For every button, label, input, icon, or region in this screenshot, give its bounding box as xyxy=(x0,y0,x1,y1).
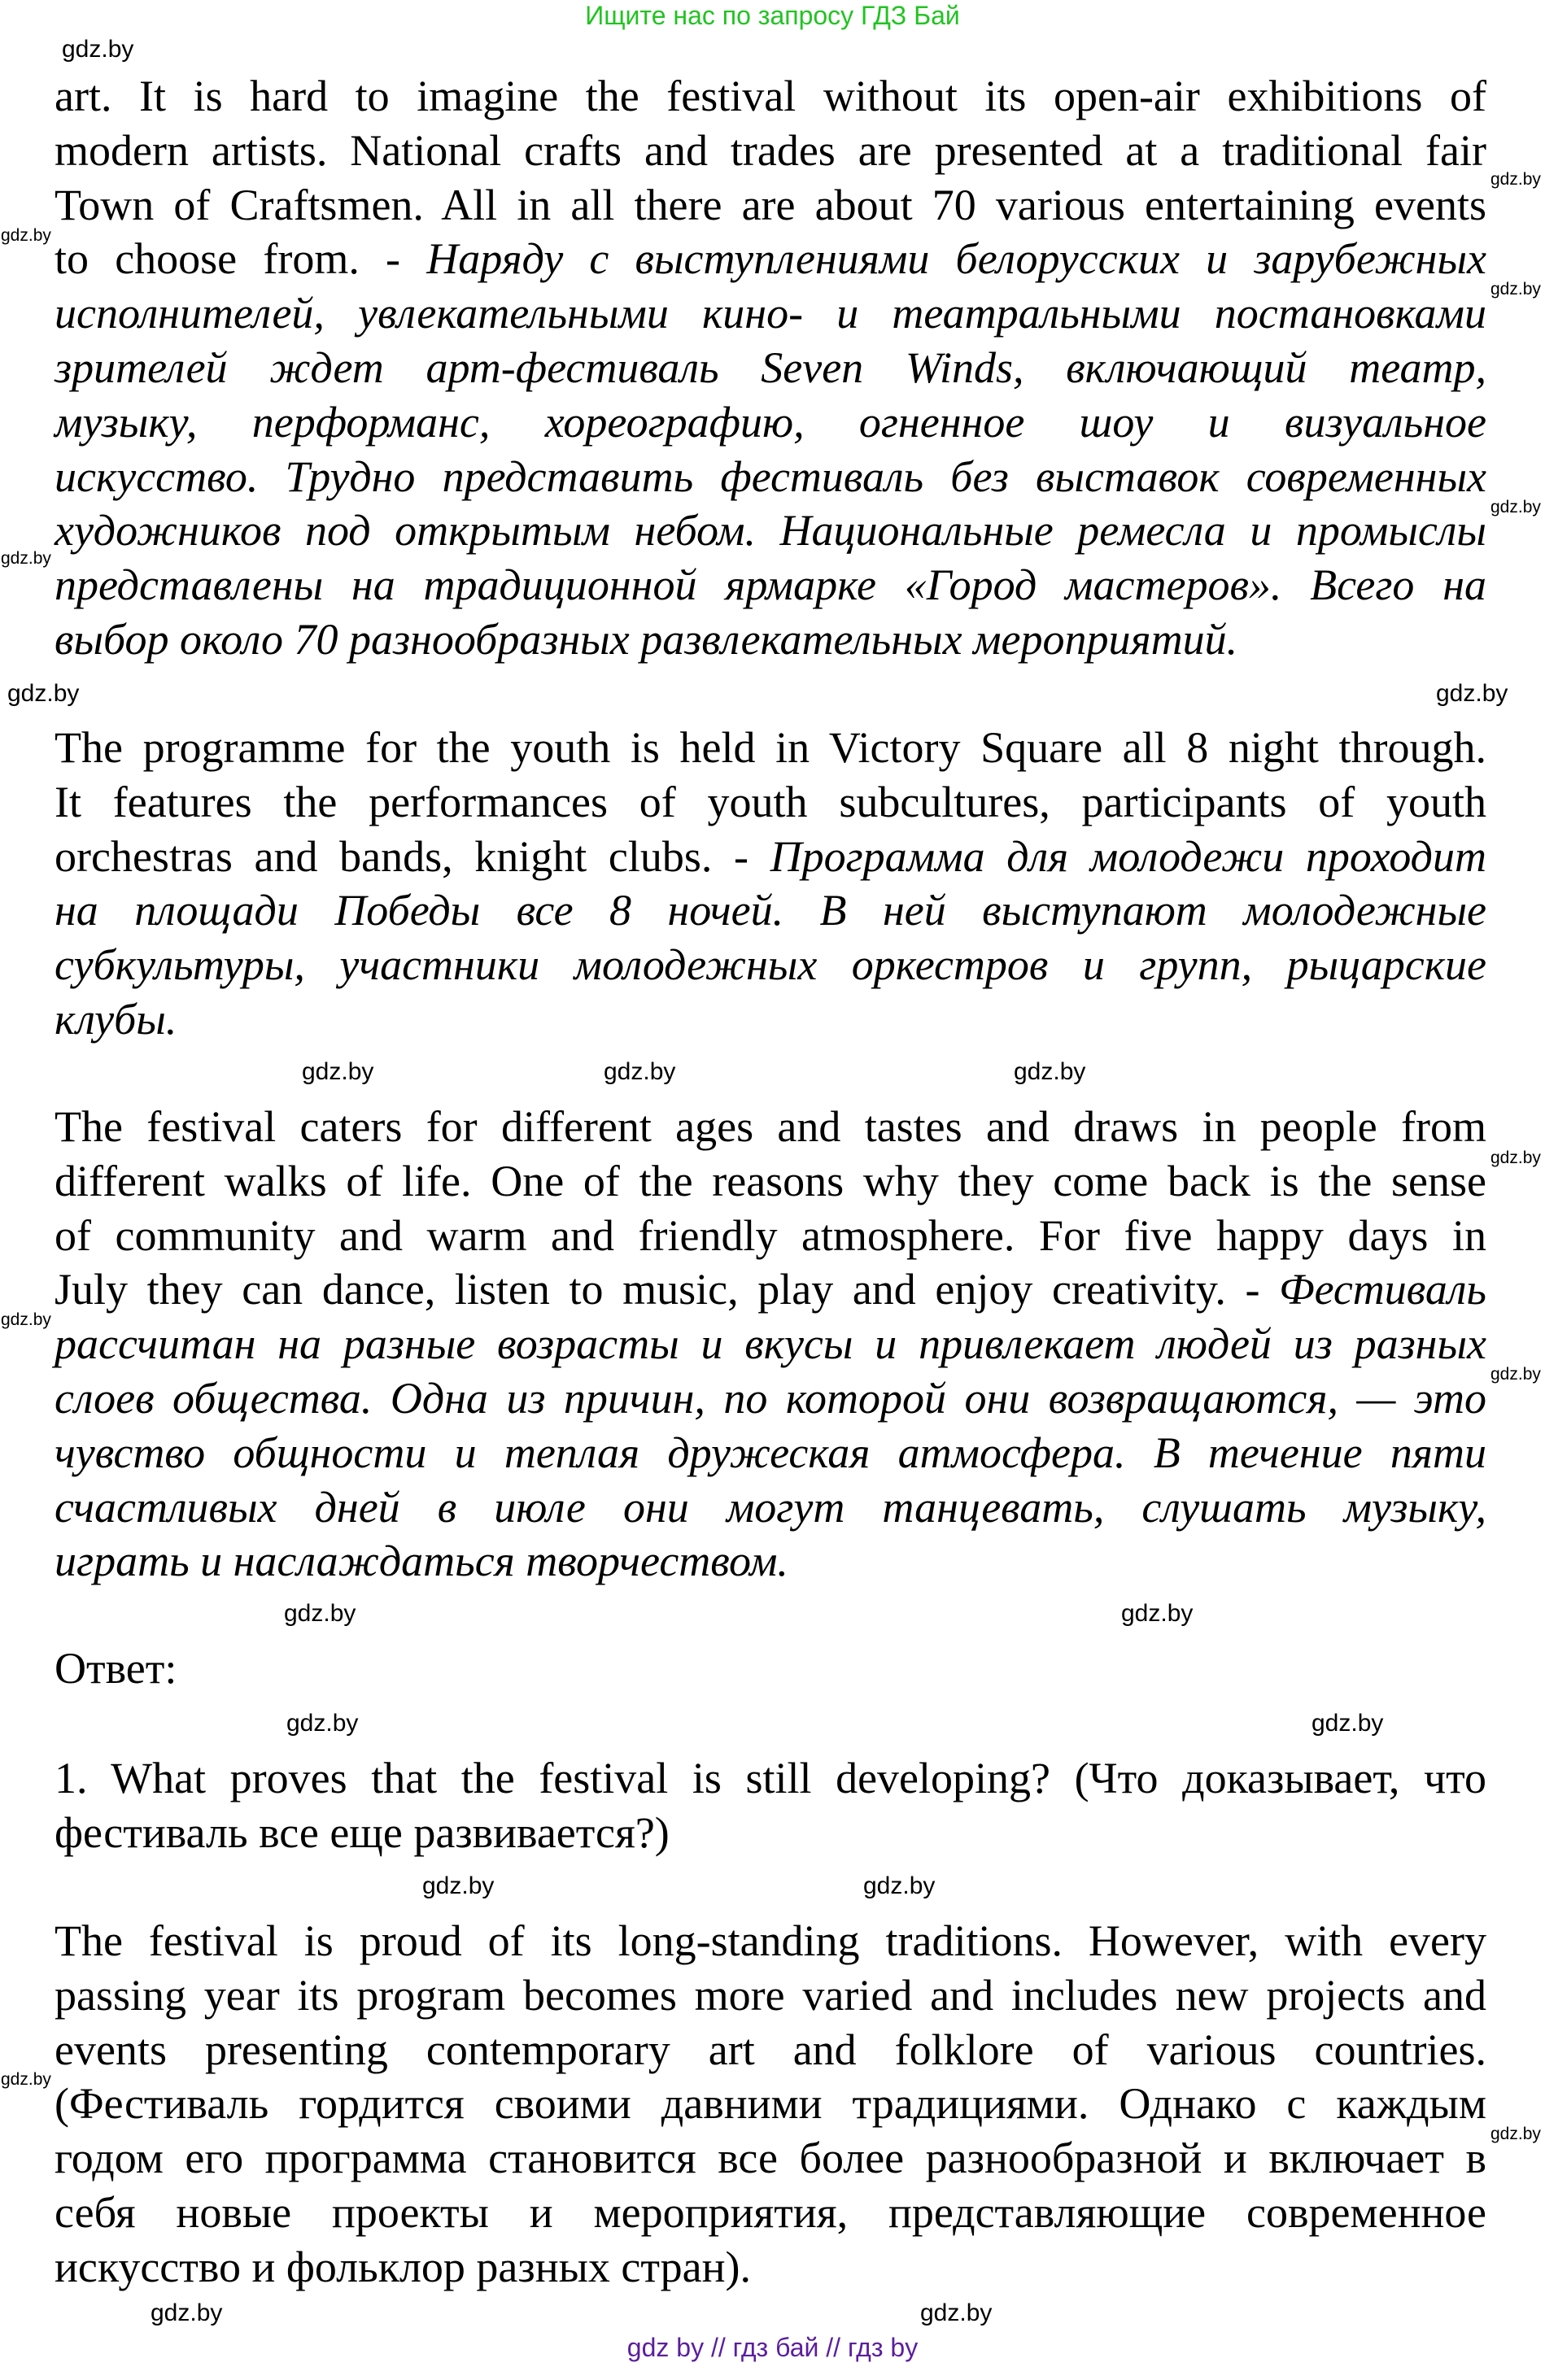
watermark: gdz.by xyxy=(1121,1600,1194,1627)
watermark: gdz.by xyxy=(1014,1058,1086,1085)
watermark: gdz.by xyxy=(920,2299,993,2326)
watermark: gdz.by xyxy=(863,1872,936,1899)
text-line xyxy=(55,69,1486,124)
watermark: gdz.by xyxy=(151,2299,223,2326)
translation-text: искусство. Трудно представить фестиваль без выставок современных xyxy=(55,451,1486,501)
text-line xyxy=(55,395,1486,450)
paragraph-festival-art xyxy=(55,69,1486,667)
text-line xyxy=(55,775,1486,830)
english-text: себя новые проекты и мероприятия, представляющие современное xyxy=(55,2187,1486,2237)
english-text: orchestras and bands, knight clubs. - xyxy=(55,831,770,881)
watermark: gdz.by xyxy=(1490,498,1541,517)
watermark: gdz.by xyxy=(286,1710,359,1737)
translation-text: выбор около 70 разнообразных развлекательных мероприятий. xyxy=(55,614,1238,664)
text-line xyxy=(55,2131,1486,2186)
watermark: gdz.by xyxy=(604,1058,676,1085)
translation-text: слоев общества. Одна из причин, по которой они возвращаются, — это xyxy=(55,1373,1486,1423)
text-line xyxy=(55,558,1486,612)
watermark: gdz.by xyxy=(422,1872,495,1899)
translation-text: художников под открытым небом. Национальные ремесла и промыслы xyxy=(55,506,1486,556)
text-line xyxy=(55,1100,1486,1154)
text-line xyxy=(55,1534,1486,1589)
watermark: gdz.by xyxy=(1490,1365,1541,1384)
watermark: gdz.by xyxy=(62,36,134,63)
watermark: gdz.by xyxy=(1,1310,51,1329)
english-text: The programme for the youth is held in Victory Square all 8 night through. xyxy=(55,723,1486,772)
watermark: gdz.by xyxy=(1436,680,1508,707)
translation-text: клубы. xyxy=(55,994,177,1044)
english-text: events presenting contemporary art and folklore of various countries. xyxy=(55,2025,1486,2074)
text-line xyxy=(55,2077,1486,2131)
text-line xyxy=(55,286,1486,341)
translation-text: на площади Победы все 8 ночей. В ней выступают молодежные xyxy=(55,886,1486,935)
english-text: July they can dance, listen to music, play and enjoy creativity. - xyxy=(55,1265,1280,1314)
english-text: 1. What proves that the festival is still developing? (Что доказывает, что xyxy=(55,1754,1486,1802)
watermark: gdz.by xyxy=(1,2070,51,2089)
answer-1 xyxy=(55,1914,1486,2295)
english-text: modern artists. National crafts and trades are presented at a traditional fair xyxy=(55,125,1486,175)
translation-text: музыку, перформанс, хореографию, огненное шоу и визуальное xyxy=(55,397,1486,447)
text-line xyxy=(55,1262,1486,1317)
translation-text: играть и наслаждаться творчеством. xyxy=(55,1537,788,1586)
text-line xyxy=(55,992,1486,1047)
text-line xyxy=(55,232,1486,286)
english-text: of community and warm and friendly atmosphere. For five happy days in xyxy=(55,1210,1486,1260)
watermark: gdz.by xyxy=(1,226,51,245)
text-line xyxy=(55,178,1486,233)
translation-text: счастливых дней в июле они могут танцевать, слушать музыку, xyxy=(55,1482,1486,1532)
english-text: годом его программа становится все более разнообразной и включает в xyxy=(55,2134,1486,2183)
text-line xyxy=(55,1371,1486,1426)
text-line xyxy=(55,450,1486,504)
header-banner: Ищите нас по запросу ГДЗ Бай xyxy=(585,1,960,30)
watermark: gdz.by xyxy=(1,549,51,568)
translation-text: чувство общности и теплая дружеская атмосфера. В течение пяти xyxy=(55,1428,1486,1477)
question-1 xyxy=(55,1751,1486,1860)
text-line xyxy=(55,1209,1486,1263)
text-line xyxy=(55,503,1486,558)
english-text: It features the performances of youth subcultures, participants of youth xyxy=(55,777,1486,826)
text-line xyxy=(55,721,1486,775)
translation-text: Программа для молодежи проходит xyxy=(770,831,1486,881)
text-line xyxy=(55,1806,1486,1860)
english-text: искусство и фольклор разных стран). xyxy=(55,2242,751,2291)
english-text: (Фестиваль гордится своими давними традициями. Однако с каждым xyxy=(55,2079,1486,2129)
text-line xyxy=(55,2186,1486,2240)
text-line xyxy=(55,1317,1486,1371)
watermark: gdz.by xyxy=(1490,2125,1541,2143)
text-line xyxy=(55,1914,1486,1968)
text-line xyxy=(55,938,1486,992)
watermark: gdz.by xyxy=(302,1058,374,1085)
translation-text: исполнителей, увлекательными кино- и театральными постановками xyxy=(55,289,1486,338)
text-line xyxy=(55,1751,1486,1806)
english-text: to choose from. - xyxy=(55,234,427,284)
text-line xyxy=(55,1426,1486,1480)
watermark: gdz.by xyxy=(284,1600,356,1627)
english-text: passing year its program becomes more varied and includes new projects and xyxy=(55,1970,1486,2020)
translation-text: рассчитан на разные возрасты и вкусы и привлекает людей из разных xyxy=(55,1319,1486,1369)
text-line xyxy=(55,1968,1486,2023)
text-line xyxy=(55,612,1486,667)
text-line xyxy=(55,1480,1486,1535)
paragraph-youth-programme xyxy=(55,721,1486,1047)
english-text: Ответ: xyxy=(55,1644,177,1693)
english-text: art. It is hard to imagine the festival without its open-air exhibitions of xyxy=(55,72,1486,120)
watermark: gdz.by xyxy=(1490,170,1541,189)
text-line xyxy=(55,341,1486,395)
text-line xyxy=(55,124,1486,178)
text-line xyxy=(55,2023,1486,2077)
text-line xyxy=(55,830,1486,884)
english-text: The festival is proud of its long-standing traditions. However, with every xyxy=(55,1916,1486,1965)
footer-banner: gdz by // гдз бай // гдз by xyxy=(626,2333,919,2362)
watermark: gdz.by xyxy=(1490,1149,1541,1167)
translation-text: субкультуры, участники молодежных оркестров и групп, рыцарские xyxy=(55,940,1486,990)
text-line xyxy=(55,1641,1486,1696)
english-text: фестиваль все еще развивается?) xyxy=(55,1807,670,1857)
english-text: The festival caters for different ages and tastes and draws in people from xyxy=(55,1102,1486,1151)
paragraph-ages-tastes xyxy=(55,1100,1486,1589)
answer-label xyxy=(55,1641,1486,1696)
text-line xyxy=(55,2240,1486,2295)
translation-text: зрителей ждет арт-фестиваль Seven Winds, включающий театр, xyxy=(55,342,1486,392)
english-text: Town of Craftsmen. All in all there are about 70 various entertaining events xyxy=(55,180,1486,229)
translation-text: Фестиваль xyxy=(1279,1265,1486,1314)
watermark: gdz.by xyxy=(1312,1710,1384,1737)
text-line xyxy=(55,1154,1486,1209)
translation-text: Наряду с выступлениями белорусских и зарубежных xyxy=(426,234,1486,284)
english-text: different walks of life. One of the reasons why they come back is the sense xyxy=(55,1156,1486,1205)
watermark: gdz.by xyxy=(7,680,80,707)
watermark: gdz.by xyxy=(1490,280,1541,299)
translation-text: представлены на традиционной ярмарке «Город мастеров». Всего на xyxy=(55,560,1486,610)
text-line xyxy=(55,883,1486,938)
